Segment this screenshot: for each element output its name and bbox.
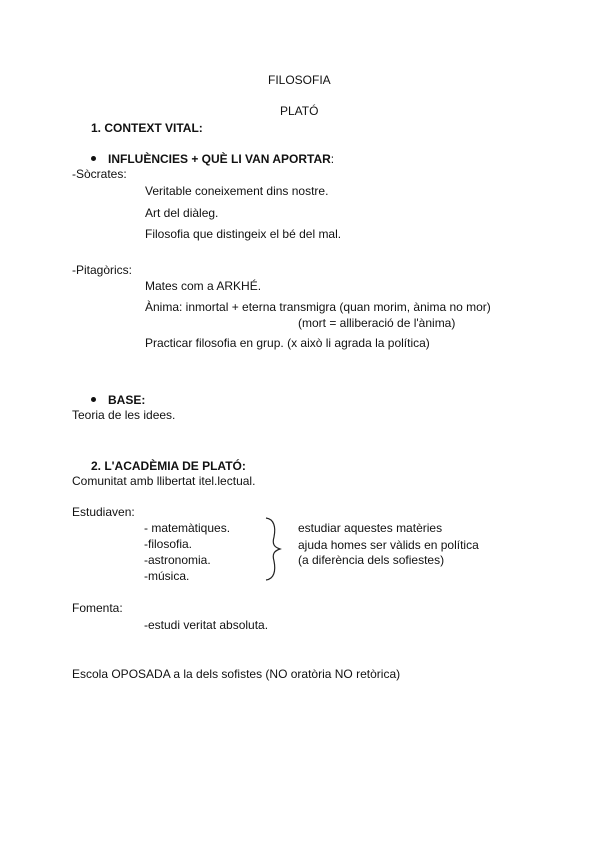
- subjects-note: ajuda homes ser vàlids en política: [298, 538, 479, 552]
- base-text: Teoria de les idees.: [72, 408, 176, 422]
- estudiaven-label: Estudiaven:: [72, 505, 135, 519]
- pitagorics-item: Mates com a ARKHÉ.: [145, 279, 262, 293]
- subjects-note: estudiar aquestes matèries: [298, 521, 443, 535]
- socrates-label: -Sòcrates:: [72, 167, 127, 181]
- document-subtitle: PLATÓ: [280, 104, 319, 118]
- base-heading: BASE:: [108, 393, 146, 407]
- academy-intro: Comunitat amb llibertat itel.lectual.: [72, 474, 256, 488]
- pitagorics-label: -Pitagòrics:: [72, 263, 133, 277]
- influences-heading: [108, 152, 334, 166]
- influences-heading-colon: :: [330, 152, 335, 166]
- bullet-icon: [91, 156, 96, 161]
- subject-item: - matemàtiques.: [144, 521, 231, 535]
- fomenta-label: Fomenta:: [72, 601, 123, 615]
- bullet-icon: [91, 397, 96, 402]
- fomenta-item: -estudi veritat absoluta.: [144, 618, 269, 632]
- pitagorics-item-note: (mort = alliberació de l'ànima): [298, 316, 456, 330]
- subject-item: -filosofia.: [144, 537, 193, 551]
- section-2-heading: 2. L'ACADÈMIA DE PLATÓ:: [91, 459, 246, 473]
- pitagorics-item: Ànima: inmortal + eterna transmigra (quan morim, ànima no mor): [145, 300, 491, 314]
- influences-heading-text: INFLUÈNCIES + QUÈ LI VAN APORTAR: [108, 152, 331, 166]
- subject-item: -música.: [144, 569, 190, 583]
- subjects-note: (a diferència dels sofiestes): [298, 553, 445, 567]
- conclusion-text: Escola OPOSADA a la dels sofistes (NO oratòria NO retòrica): [72, 667, 401, 681]
- socrates-item: Veritable coneixement dins nostre.: [145, 184, 329, 198]
- pitagorics-item: Practicar filosofia en grup. (x això li agrada la política): [145, 336, 430, 350]
- socrates-item: Filosofia que distingeix el bé del mal.: [145, 227, 342, 241]
- section-1-heading: 1. CONTEXT VITAL:: [91, 121, 203, 135]
- document-title: FILOSOFIA: [268, 73, 331, 87]
- subject-item: -astronomia.: [144, 553, 211, 567]
- curly-brace-icon: [263, 517, 283, 581]
- socrates-item: Art del diàleg.: [145, 206, 219, 220]
